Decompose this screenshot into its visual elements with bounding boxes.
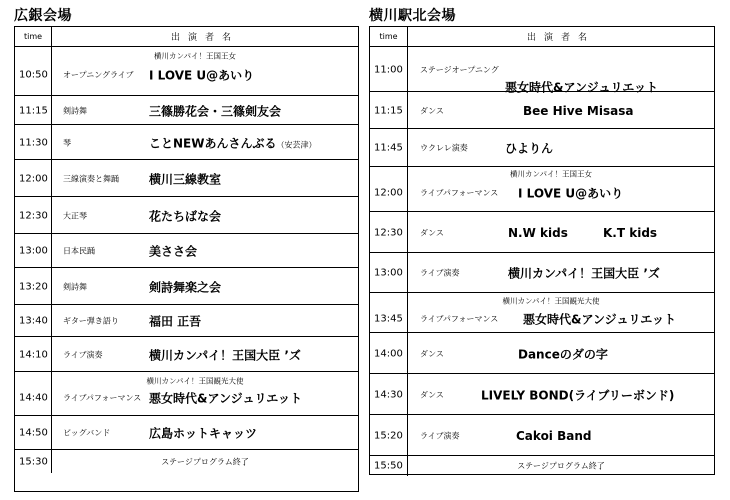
program-cell (52, 234, 358, 267)
start-time: 15:30 (19, 456, 48, 467)
time-cell (370, 253, 408, 292)
start-time: 12:00 (374, 187, 403, 199)
performer-name (508, 226, 568, 240)
program-end-note: ステージプログラム終了 (517, 461, 605, 471)
performance-genre: 日本民踊 (63, 246, 95, 256)
schedule-row (15, 96, 358, 125)
performance-genre: ダンス (420, 390, 444, 399)
performer-name (149, 243, 197, 260)
program-cell (52, 372, 358, 415)
performer-title-note: 横川カンパイ！王国王女 (154, 51, 236, 61)
schedule-row (15, 234, 358, 268)
time-cell (15, 416, 52, 449)
performer-name-text: I LOVE U@あいり (149, 68, 255, 83)
start-time: 11:45 (374, 142, 403, 154)
time-cell (15, 337, 52, 371)
start-time: 13:20 (19, 281, 48, 292)
performer-name (505, 140, 553, 157)
start-time: 14:10 (19, 349, 48, 360)
schedule-row (15, 160, 358, 197)
performer-name-text: Cakoi Band (516, 428, 592, 443)
schedule-row (15, 305, 358, 337)
performer-name (508, 265, 660, 282)
program-cell (52, 337, 358, 371)
performer-name-text: I LOVE U@あいり (518, 186, 624, 201)
performer-name (149, 278, 221, 295)
schedule-row (15, 416, 358, 450)
performer-name-text: ひよりん (505, 141, 554, 156)
performer-name-text: ことNEWあんさんぶる (149, 136, 277, 150)
schedule-row (15, 197, 358, 234)
performer-origin: （安芸津） (276, 140, 317, 149)
start-time: 11:30 (19, 137, 48, 148)
program-cell (52, 96, 358, 124)
start-time: 14:50 (19, 427, 48, 439)
performer-name-text: 横川カンパイ！王国大臣 ’ズ (149, 348, 301, 362)
schedule-row (15, 268, 358, 305)
schedule-row (15, 337, 358, 372)
start-time: 11:15 (374, 105, 403, 116)
program-cell (408, 167, 714, 211)
program-cell (408, 129, 714, 166)
time-cell (15, 125, 52, 159)
time-cell (15, 197, 52, 233)
program-cell (52, 47, 358, 95)
performer-name-text: N.W kids (508, 225, 568, 240)
time-cell (15, 305, 52, 336)
time-cell (370, 415, 408, 455)
performance-genre: 大正琴 (63, 211, 87, 220)
performance-genre: ライブ演奏 (420, 431, 460, 440)
time-cell (15, 96, 52, 124)
performance-genre: ギター弾き語り (63, 316, 119, 326)
performance-genre: ライブパフォーマンス (420, 314, 499, 324)
performer-name (523, 104, 633, 118)
schedule-row (370, 333, 714, 374)
start-time: 15:20 (374, 430, 403, 441)
program-cell (408, 212, 714, 252)
performer-name (149, 313, 201, 330)
start-time: 13:45 (374, 313, 403, 325)
schedule-row (370, 374, 714, 415)
program-end-note: ステージプログラム終了 (161, 457, 249, 466)
start-time: 11:15 (19, 105, 48, 116)
performer-name-text: 悪女時代&アンジュリエット (149, 391, 302, 406)
time-cell (15, 268, 52, 304)
start-time: 14:30 (374, 389, 403, 400)
performance-genre: ステージオープニング (420, 65, 499, 74)
performance-genre: ウクレレ演奏 (420, 143, 468, 153)
venue-title-hirogin: 広銀会場 (14, 8, 72, 24)
start-time: 10:50 (19, 69, 48, 81)
time-cell (370, 212, 408, 252)
performer-name-text: LIVELY BOND(ライブリーボンド) (481, 388, 675, 402)
performer-name (149, 67, 254, 84)
performance-genre: ダンス (420, 228, 444, 237)
start-time: 14:00 (374, 348, 403, 359)
performer-title-note: 横川カンパイ！王国観光大使 (146, 376, 244, 386)
schedule-row (15, 372, 358, 416)
program-cell (52, 450, 358, 473)
start-time: 12:30 (374, 227, 403, 238)
schedule-row (15, 450, 358, 473)
performance-genre: 剣詩舞 (63, 282, 87, 291)
performer-name-text: 美ささ会 (149, 244, 198, 259)
time-cell (15, 450, 52, 473)
performer-name (516, 429, 591, 443)
program-cell (408, 253, 714, 292)
program-cell (408, 47, 714, 95)
time-cell (370, 129, 408, 166)
start-time: 14:40 (19, 392, 48, 404)
time-cell (370, 167, 408, 211)
performance-genre: ライブ演奏 (420, 268, 460, 278)
performer-name (149, 170, 221, 187)
performance-genre: 琴 (63, 138, 71, 147)
performance-genre: オープニングライブ (63, 70, 134, 80)
start-time: 15:50 (374, 460, 403, 472)
program-cell (408, 293, 714, 332)
start-time: 13:00 (374, 267, 403, 279)
start-time: 12:30 (19, 210, 48, 221)
start-time: 11:00 (374, 64, 403, 75)
performance-genre: ライブパフォーマンス (63, 393, 142, 403)
program-cell (52, 416, 358, 449)
program-cell (52, 125, 358, 159)
start-time: 13:00 (19, 245, 48, 257)
schedule-row (370, 129, 714, 167)
schedule-row (370, 415, 714, 456)
performance-genre: 三線演奏と舞踊 (63, 174, 119, 183)
schedule-row (370, 92, 714, 129)
schedule-table-yokogawa-north (369, 26, 715, 475)
schedule-row (15, 47, 358, 96)
schedule-row (370, 456, 714, 476)
performer-name (149, 207, 221, 224)
performance-genre: ダンス (420, 106, 444, 115)
header-time-label: time (370, 27, 408, 46)
time-cell (15, 160, 52, 196)
performer-name (149, 102, 281, 119)
performer-name-text: 悪女時代&アンジュリエット (523, 312, 676, 327)
performer-name-text: Bee Hive Misasa (523, 103, 634, 118)
performer-name-text: 横川カンパイ！王国大臣 ’ズ (508, 266, 660, 281)
schedule-row (370, 167, 714, 212)
schedule-row (370, 253, 714, 293)
time-cell (15, 372, 52, 415)
schedule-row (15, 125, 358, 160)
program-cell (52, 197, 358, 233)
performer-name-text: 広島ホットキャッツ (149, 426, 258, 441)
program-cell (408, 374, 714, 414)
time-cell (15, 47, 52, 95)
performer-title-note: 横川カンパイ！王国王女 (510, 169, 592, 179)
performance-genre: ダンス (420, 349, 444, 358)
performer-name (523, 311, 676, 328)
performer-name (518, 185, 623, 202)
program-cell (408, 333, 714, 373)
performer-name-text: Danceのダの字 (518, 347, 608, 361)
performer-name-text: 横川三線教室 (149, 172, 222, 186)
header-performer-label: 出演者名 (526, 33, 595, 43)
performance-genre: ライブ演奏 (63, 350, 103, 359)
performer-name (149, 134, 316, 151)
performer-name-text: 三篠勝花会・三篠剣友会 (149, 104, 282, 118)
performer-name (149, 346, 301, 363)
schedule-header (370, 27, 714, 47)
time-cell (370, 456, 408, 476)
time-cell (15, 234, 52, 267)
performance-genre: ライブパフォーマンス (420, 188, 499, 198)
program-cell (408, 415, 714, 455)
program-cell (408, 456, 714, 476)
start-time: 12:00 (19, 173, 48, 184)
time-cell (370, 47, 408, 91)
performer-title-note: 横川カンパイ！王国観光大使 (502, 296, 600, 306)
performer-name (149, 425, 257, 442)
header-performer-label: 出演者名 (170, 33, 239, 43)
program-cell (52, 160, 358, 196)
time-cell (370, 374, 408, 414)
schedule-row (370, 212, 714, 253)
schedule-header (15, 27, 358, 47)
schedule-row (370, 293, 714, 333)
performer-name-text: 花たちばな会 (149, 209, 222, 223)
performer-name (481, 386, 674, 403)
performer-name-text: 福田 正吾 (149, 314, 202, 329)
program-cell (52, 305, 358, 336)
header-time-label: time (15, 27, 52, 46)
time-cell (370, 92, 408, 128)
performance-genre: 剣詩舞 (63, 106, 87, 115)
venue-title-yokogawa-north: 横川駅北会場 (369, 8, 456, 24)
performer-name-text: 剣詩舞楽之会 (149, 280, 222, 294)
performer-name-text: 悪女時代&アンジュリエット (505, 80, 658, 95)
program-cell (52, 268, 358, 304)
start-time: 13:40 (19, 315, 48, 327)
performer-name-second: K.T kids (603, 225, 658, 240)
time-cell (370, 293, 408, 332)
schedule-table-hirogin (14, 26, 359, 492)
performer-name (518, 345, 608, 362)
program-cell (408, 92, 714, 128)
time-cell (370, 333, 408, 373)
schedule-row (370, 47, 714, 95)
performer-name (149, 390, 302, 407)
performance-genre: ビッグバンド (63, 428, 111, 438)
